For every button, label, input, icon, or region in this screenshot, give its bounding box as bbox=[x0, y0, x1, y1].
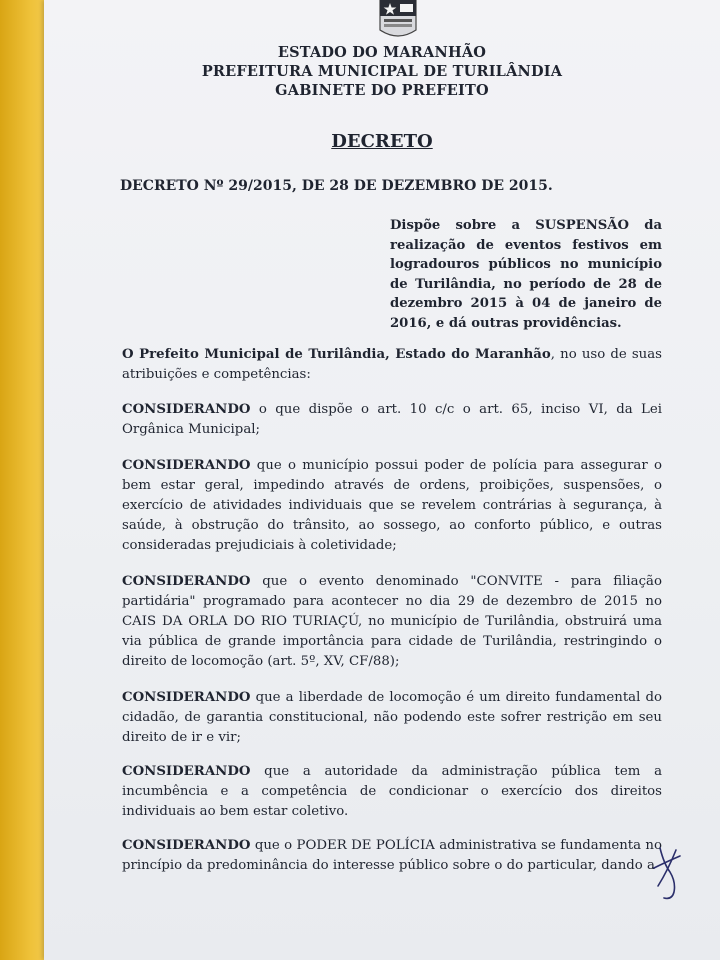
considerando-2 bbox=[122, 456, 662, 556]
considerando-text: o que dispõe o art. 10 c/c o art. 65, inciso VI, da Lei Orgânica Municipal; bbox=[122, 402, 662, 437]
document-title: DECRETO bbox=[331, 131, 433, 152]
decree-number: DECRETO Nº 29/2015, DE 28 DE DEZEMBRO DE 2015. bbox=[120, 178, 553, 194]
signature-initial-icon bbox=[650, 842, 686, 904]
considerando-text: que o município possui poder de polícia para assegurar o bem estar geral, impedindo através de ordens, proibições, suspensões, o exercício de atividades individuais que se revelem contrárias à segurança, à saúde, à obstrução do trânsito, ao sossego, ao conforto público, e outras consideradas prejudiciais à coletividade; bbox=[122, 458, 662, 553]
considerando-4 bbox=[122, 688, 662, 748]
considerando-6 bbox=[122, 836, 662, 876]
header-state: ESTADO DO MARANHÃO bbox=[277, 44, 487, 61]
desk-surface bbox=[0, 0, 44, 960]
considerando-text: que o evento denominado "CONVITE - para filiação partidária" programado para acontecer no dia 29 de dezembro de 2015 no CAIS DA ORLA DO RIO TURIAÇÚ, no município de Turilândia, obstruirá uma via pública de grande importância para cidade de Turilândia, restringindo o direito de locomoção (art. 5º, XV, CF/88); bbox=[122, 574, 662, 669]
considerando-text: que a autoridade da administração pública tem a incumbência e a competência de condicionar o exercício dos direitos individuais ao bem estar coletivo. bbox=[122, 764, 662, 819]
considerando-5 bbox=[122, 762, 662, 822]
considerando-keyword: CONSIDERANDO bbox=[122, 764, 251, 779]
considerando-keyword: CONSIDERANDO bbox=[122, 690, 251, 705]
considerando-3 bbox=[122, 572, 662, 672]
considerando-keyword: CONSIDERANDO bbox=[122, 458, 251, 473]
considerando-keyword: CONSIDERANDO bbox=[122, 574, 251, 589]
considerando-keyword: CONSIDERANDO bbox=[122, 402, 251, 417]
considerando-text: que a liberdade de locomoção é um direito fundamental do cidadão, de garantia constitucional, não podendo este sofrer restrição em seu direito de ir e vir; bbox=[122, 690, 662, 745]
considerando-keyword: CONSIDERANDO bbox=[122, 838, 251, 853]
preamble bbox=[122, 345, 662, 385]
preamble-bold: O Prefeito Municipal de Turilândia, Estado do Maranhão bbox=[122, 347, 551, 362]
considerando-text: que o PODER DE POLÍCIA administrativa se fundamenta no princípio da predominância do interesse público sobre o do particular, dando a bbox=[122, 838, 662, 873]
header-prefecture: PREFEITURA MUNICIPAL DE TURILÂNDIA bbox=[201, 63, 563, 80]
document-page bbox=[44, 0, 720, 960]
header-cabinet: GABINETE DO PREFEITO bbox=[275, 82, 489, 99]
coat-of-arms-icon bbox=[376, 0, 420, 42]
considerando-1 bbox=[122, 400, 662, 440]
preamble-text: , no uso de suas atribuições e competências: bbox=[122, 347, 662, 382]
decree-summary: Dispõe sobre a SUSPENSÃO da realização de eventos festivos em logradouros públicos no município de Turilândia, no período de 28 de dezembro 2015 à 04 de janeiro de 2016, e dá outras providências. bbox=[390, 218, 662, 331]
